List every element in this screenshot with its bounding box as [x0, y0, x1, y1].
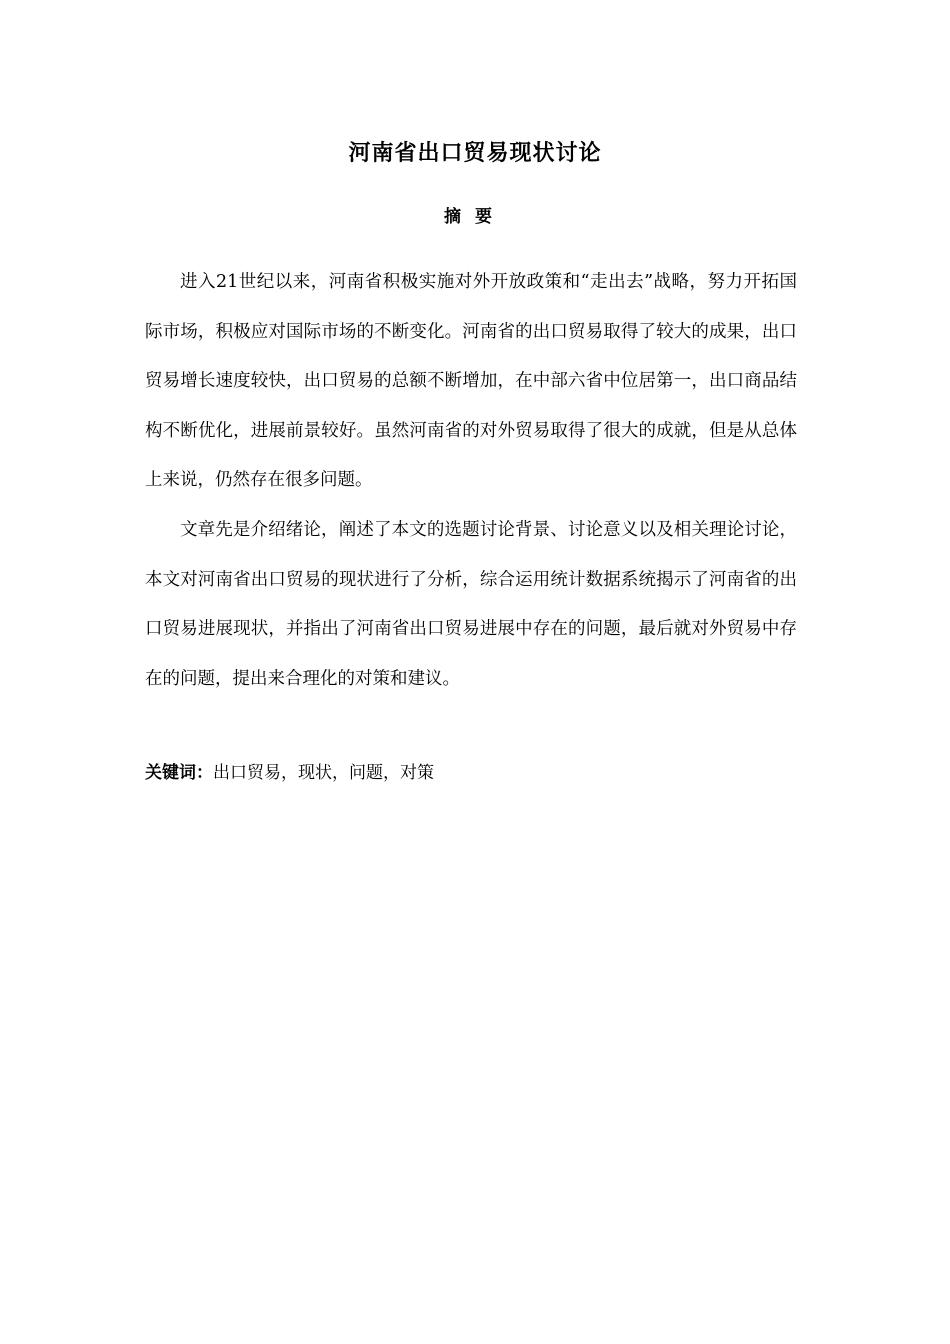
abstract-body	[145, 258, 797, 704]
abstract-paragraph-2: 文章先是介绍绪论，阐述了本文的选题讨论背景、讨论意义以及相关理论讨论，本文对河南省出口贸易的现状进行了分析，综合运用统计数据系统揭示了河南省的出口贸易进展现状，并指出了河南省出口贸易进展中存在的问题，最后就对外贸易中存在的问题，提出来合理化的对策和建议。	[145, 519, 797, 689]
keywords-line	[145, 760, 434, 786]
abstract-heading: 摘要	[444, 207, 506, 227]
document-title: 河南省出口贸易现状讨论	[348, 141, 602, 166]
keywords-value: 出口贸易，现状，问题，对策	[213, 763, 434, 783]
abstract-paragraph-1: 进入21世纪以来，河南省积极实施对外开放政策和“走出去”战略，努力开拓国际市场，积极应对国际市场的不断变化。河南省的出口贸易取得了较大的成果，出口贸易增长速度较快，出口贸易的总额不断增加，在中部六省中位居第一，出口商品结构不断优化，进展前景较好。虽然河南省的对外贸易取得了很大的成就，但是从总体上来说，仍然存在很多问题。	[145, 272, 797, 491]
keywords-label: 关键词：	[145, 763, 213, 783]
